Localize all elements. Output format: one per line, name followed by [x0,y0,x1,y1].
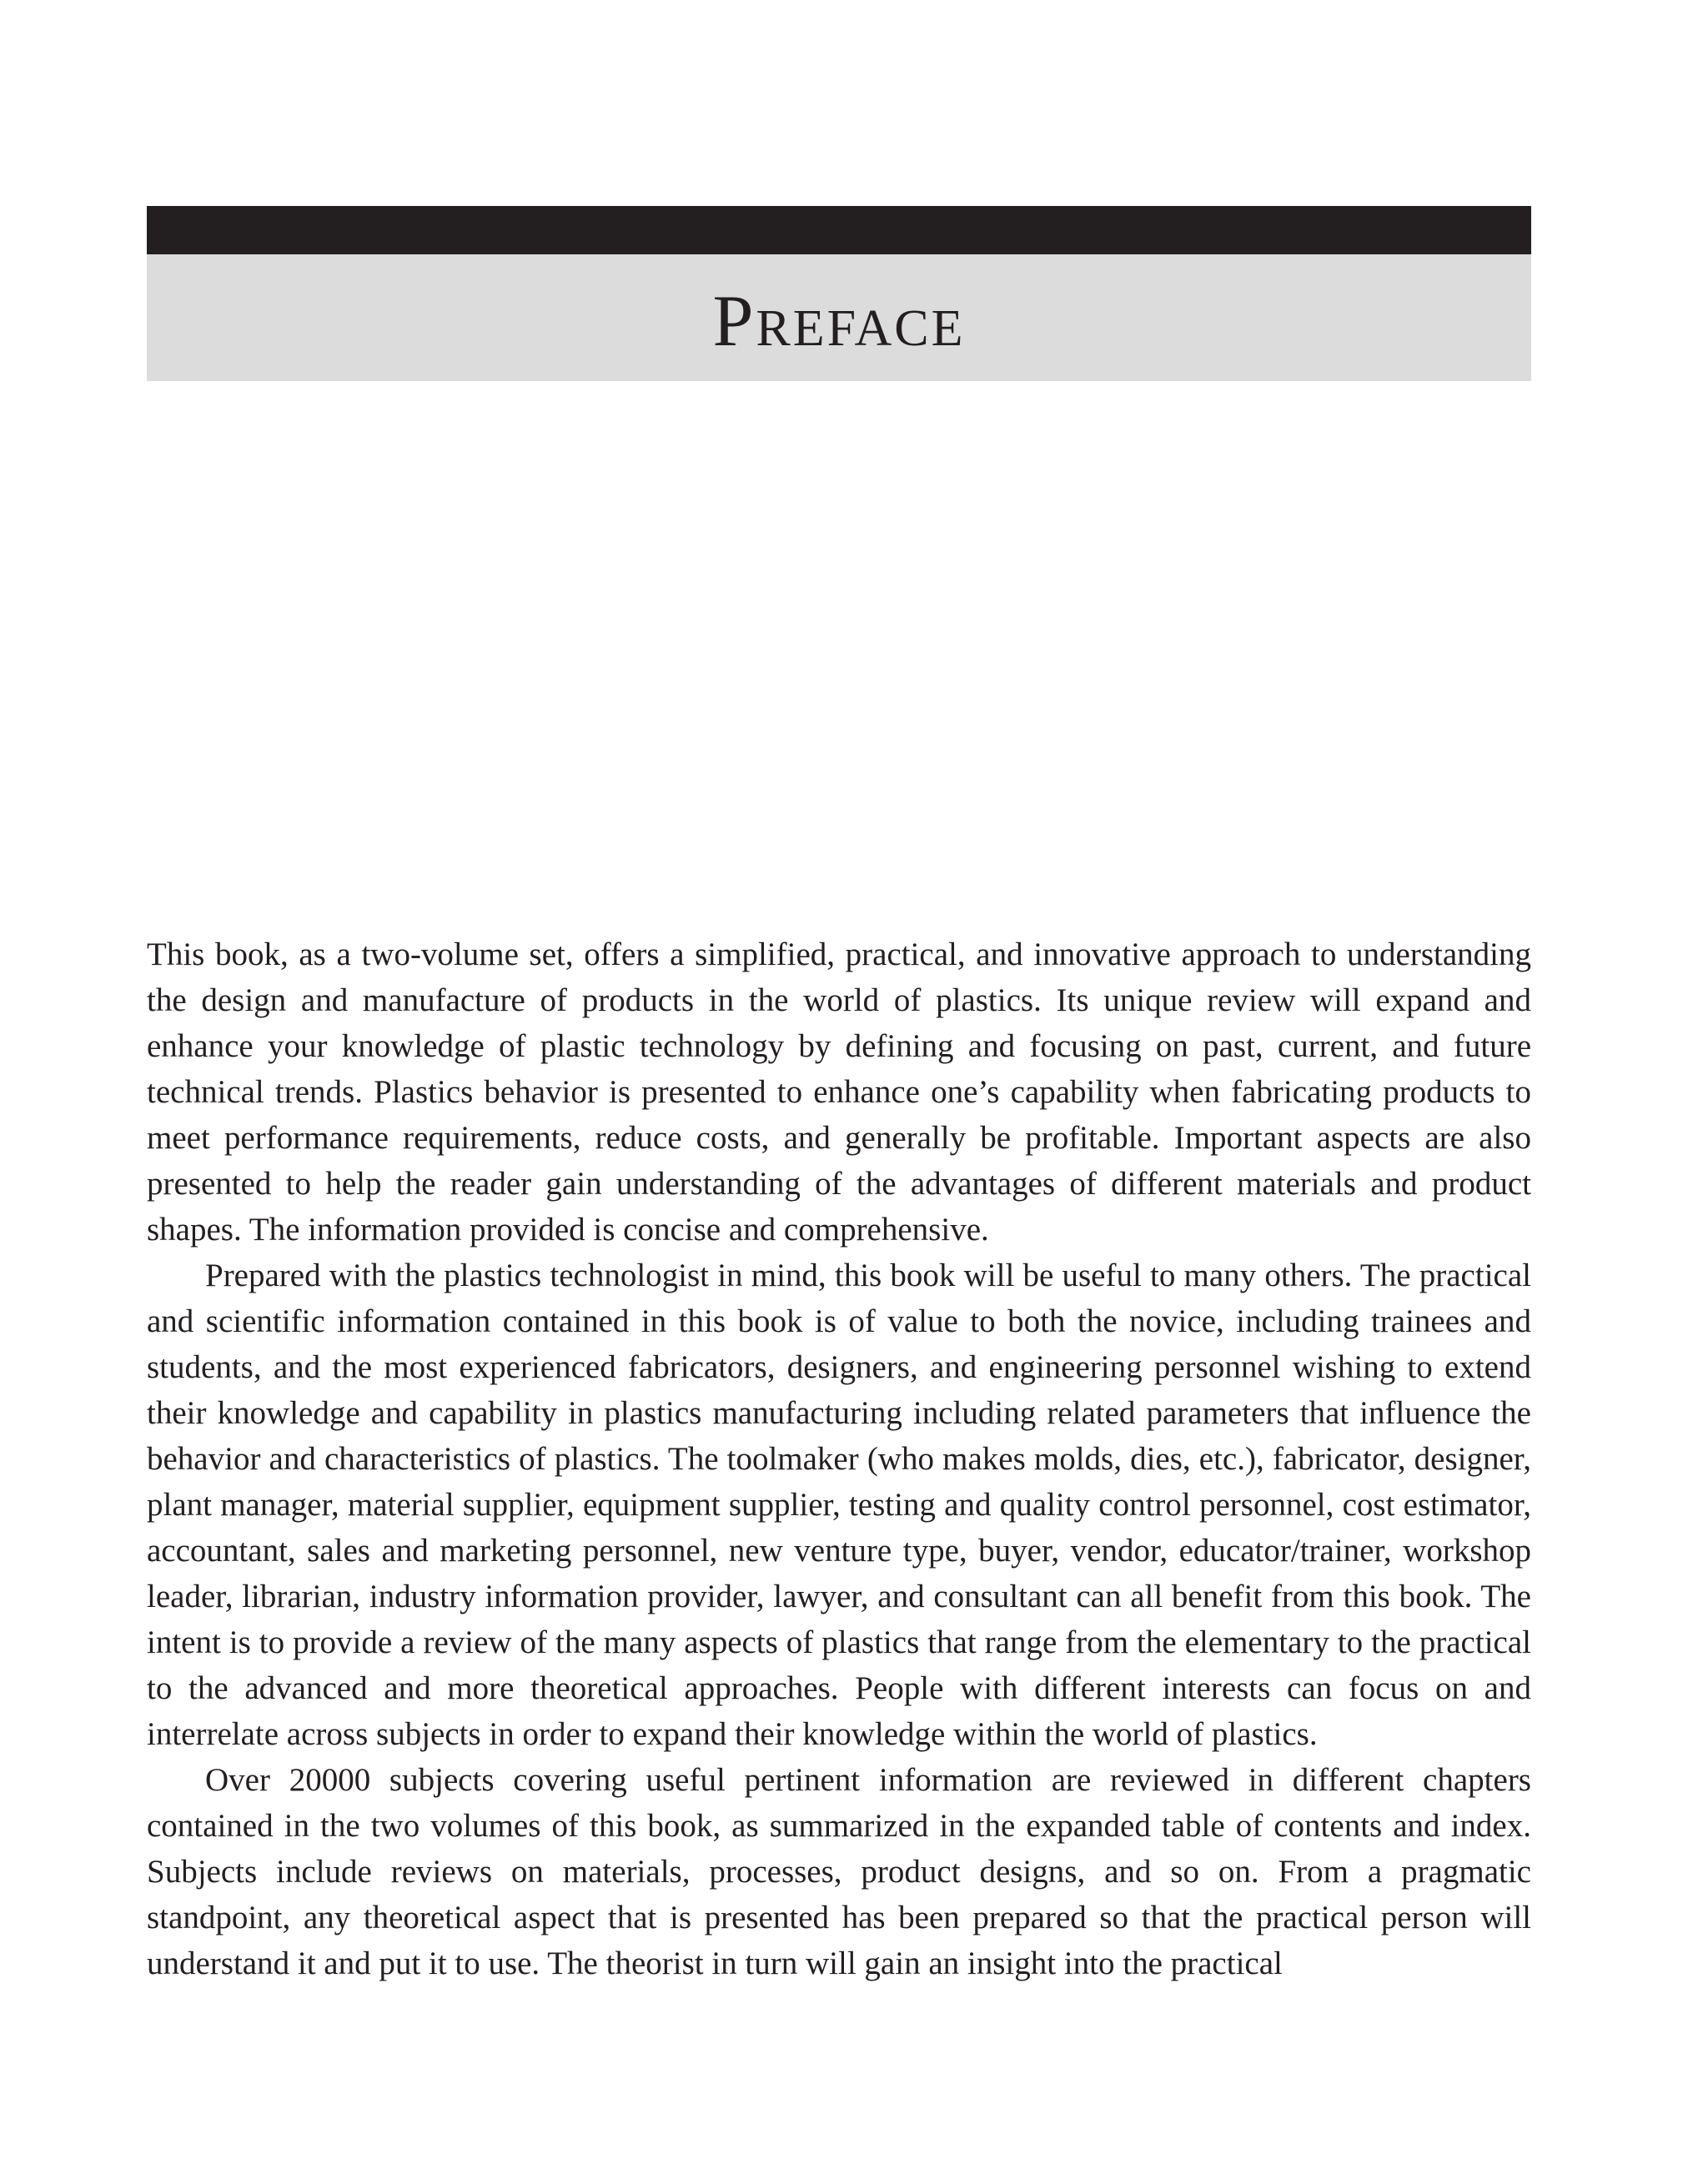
body-text [147,931,1531,1986]
paragraph-3: Over 20000 subjects covering useful pertinent information are reviewed in different chapters contained in the two volumes of this book, as summarized in the expanded table of contents and index. Subjects include reviews on materials, processes, product designs, and so on. From a pragmatic standpoint, any theoretical aspect that is presented has been prepared so that the practical person will understand it and put it to use. The theorist in turn will gain an insight into the practical [147,1762,1531,1981]
header-rule [147,206,1531,254]
page-title: Preface [712,281,966,362]
paragraph-2: Prepared with the plastics technologist in mind, this book will be useful to many others. The practical and scientific information contained in this book is of value to both the novice, including trainees and students, and the most experienced fabricators, designers, and engineering personnel wishing to extend their knowledge and capability in plastics manufacturing including related parameters that influence the behavior and characteristics of plastics. The toolmaker (who makes molds, dies, etc.), fabricator, designer, plant manager, material supplier, equipment supplier, testing and quality control personnel, cost estimator, accountant, sales and marketing personnel, new venture type, buyer, vendor, educator/trainer, workshop leader, librarian, industry information provider, lawyer, and consultant can all benefit from this book. The intent is to provide a review of the many aspects of plastics that range from the elementary to the practical to the advanced and more theoretical approaches. People with different interests can focus on and interrelate across subjects in order to expand their knowledge within the world of plastics. [147,1258,1531,1752]
paragraph-1: This book, as a two-volume set, offers a simplified, practical, and innovative approach to understanding the design and manufacture of products in the world of plastics. Its unique review will expand and enhance your knowledge of plastic technology by defining and focusing on past, current, and future technical trends. Plastics behavior is presented to enhance one’s capability when fabricating products to meet performance requirements, reduce costs, and generally be profitable. Important aspects are also presented to help the reader gain understanding of the advantages of different materials and product shapes. The information provided is concise and comprehensive. [147,936,1531,1248]
